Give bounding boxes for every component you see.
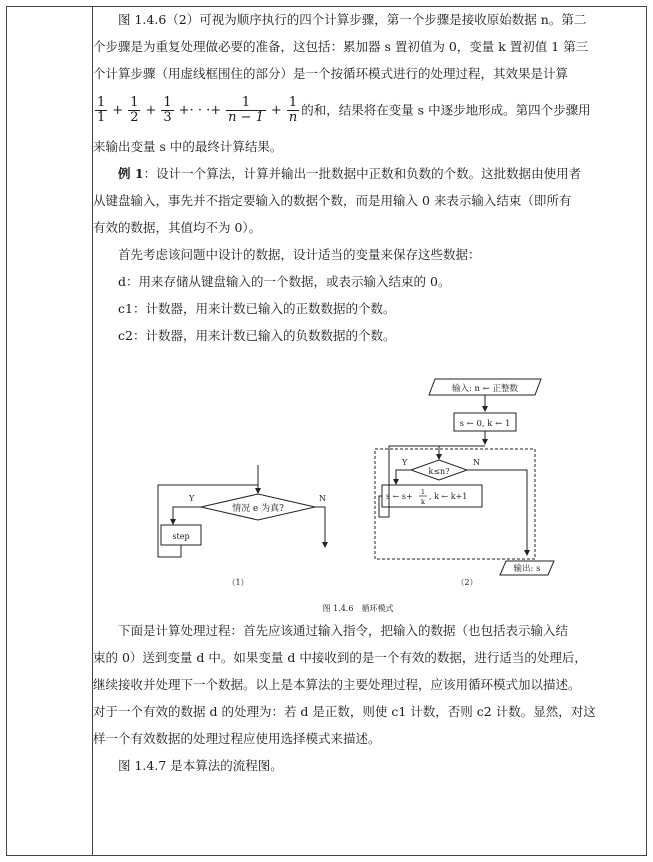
right-input-text: 输入: n ← 正整数: [451, 384, 519, 394]
example-label: 例 1: [118, 166, 144, 181]
left-figure-label: （1）: [227, 578, 249, 587]
example-line2: 从键盘输入，事先并不指定要输入的数据个数，而是用输入 0 来表示输入结束（即所有: [93, 193, 572, 208]
para1-line5: 来输出变量 s 中的最终计算结果。: [93, 139, 283, 154]
left-condition-text: 情况 e 为真?: [232, 504, 284, 514]
para3-line6: 图 1.4.7 是本算法的流程图。: [118, 758, 283, 773]
right-flowchart: [375, 379, 554, 575]
right-body-suffix: , k ← k+1: [429, 492, 468, 501]
fraction-4: $\frac{1}{n - 1}$: [228, 95, 264, 125]
loop-pattern-diagrams: [93, 349, 633, 617]
example-line1: [93, 160, 633, 187]
sum-tail-text: 的和，结果将在变量 s 中逐步地形成。第四个步骤用: [301, 102, 591, 118]
left-yes-label: Y: [189, 494, 195, 503]
left-margin-column: [7, 7, 93, 855]
example-text: ：设计一个算法，计算并输出一批数据中正数和负数的个数。这批数据由使用者: [143, 166, 582, 181]
plus-sign: +: [112, 102, 124, 118]
para3-line5: 样一个有效数据的处理过程应使用选择模式来描述。: [93, 731, 381, 746]
right-body-frac-den: k: [421, 498, 425, 506]
right-body-prefix: s ← s+: [386, 492, 413, 501]
var-c2-description: c2：计数器，用来计数已输入的负数数据的个数。: [118, 328, 396, 343]
para1-line3: 个计算步骤（用虚线框围住的部分）是一个按循环模式进行的处理过程，其效果是计算: [93, 66, 569, 81]
document-content: [93, 6, 633, 779]
left-step-text: step: [172, 532, 190, 541]
right-figure-label: （2）: [456, 578, 478, 587]
right-body-frac-num: 1: [420, 488, 426, 496]
para3-line1: 下面是计算处理过程：首先应该通过输入指令，把输入的数据（也包括表示输入结: [118, 623, 569, 638]
right-yes-label: Y: [402, 458, 408, 467]
para3-line2: 束的 0）送到变量 d 中。如果变量 d 中接收到的是一个有效的数据，进行适当的处理后，: [93, 650, 587, 665]
fraction-2: $\frac{1}{2}$: [130, 95, 139, 125]
var-d-description: d：用来存储从键盘输入的一个数据，或表示输入结束的 0。: [118, 274, 451, 289]
right-output-text: 输出: s: [513, 564, 541, 574]
ellipsis-plus: +· · ·+: [178, 102, 222, 118]
para1-line1: 图 1.4.6（2）可视为顺序执行的四个计算步骤，第一个步骤是接收原始数据 n。第二: [118, 12, 587, 27]
right-no-label: N: [473, 458, 480, 467]
example-line3: 有效的数据，其值均不为 0）。: [93, 220, 262, 235]
fraction-1: $\frac{1}{1}$: [97, 95, 106, 125]
figure-1-4-6: [93, 349, 633, 617]
right-condition-text: k≤n?: [428, 467, 450, 476]
fraction-3: $\frac{1}{3}$: [163, 95, 172, 125]
para3-line4: 对于一个有效的数据 d 的处理为：若 d 是正数，则使 c1 计数，否则 c2 计数。显然，对这: [93, 704, 596, 719]
left-no-label: N: [319, 494, 326, 503]
para1-line2: 个步骤是为重复处理做必要的准备，这包括：累加器 s 置初值为 0，变量 k 置初值 1 第三: [93, 39, 589, 54]
var-c1-description: c1：计数器，用来计数已输入的正数数据的个数。: [118, 301, 396, 316]
figure-caption: 图 1.4.6 循环模式: [322, 604, 394, 613]
plus-sign: +: [145, 102, 157, 118]
para3-line3: 继续接收并处理下一个数据。以上是本算法的主要处理过程，应该用循环模式加以描述。: [93, 677, 581, 692]
fraction-5: $\frac{1}{n}$: [288, 95, 298, 125]
harmonic-sum-line: [93, 87, 633, 133]
plus-sign: +: [270, 102, 282, 118]
para2: 首先考虑该问题中设计的数据，设计适当的变量来保存这些数据：: [118, 247, 481, 262]
right-init-text: s ← 0, k ← 1: [459, 419, 511, 429]
